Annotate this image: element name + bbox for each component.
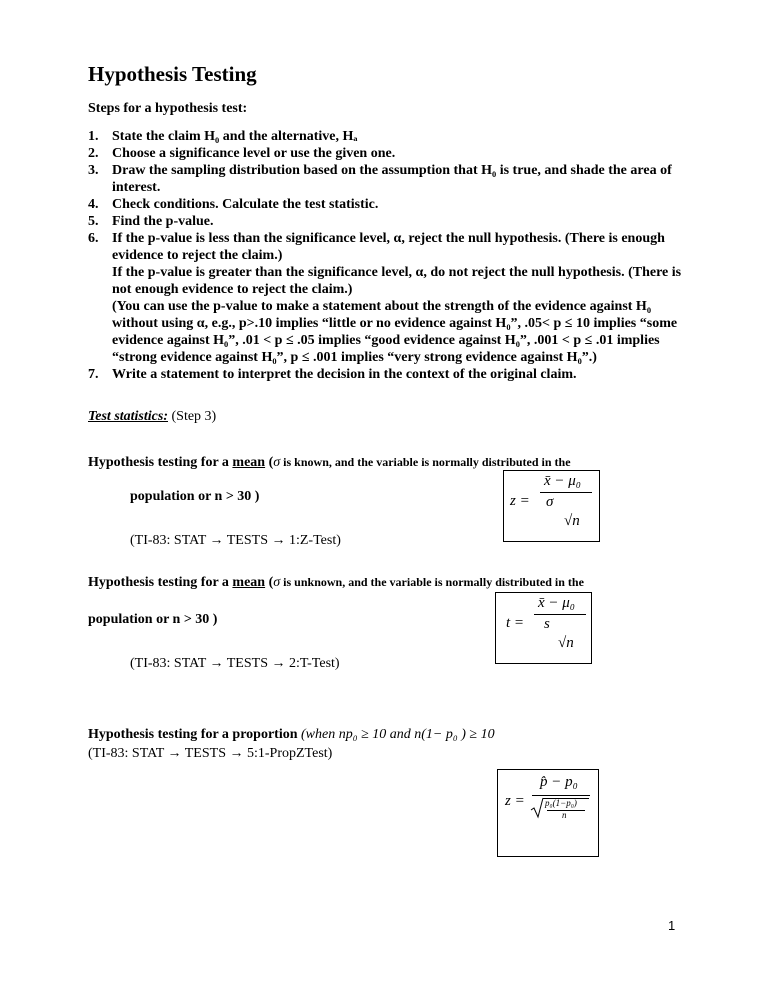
t-test-formula: t = x̄ − μ₀ s √n: [495, 592, 592, 664]
list-item: 7. Write a statement to interpret the decision in the context of the original claim.: [88, 367, 577, 382]
proportion-z-formula: z = p̂ − p₀ p₀(1−p₀) n: [497, 769, 599, 857]
list-item: 2. Choose a significance level or use the given one.: [88, 146, 396, 161]
mean-known-heading: Hypothesis testing for a mean (σ is known, and the variable is normally distributed in the: [88, 455, 571, 470]
fraction-bar: [534, 614, 586, 615]
list-item: 5. Find the p-value.: [88, 214, 214, 229]
fraction-bar: [540, 492, 592, 493]
proportion-calculator: (TI-83: STAT → TESTS → 5:1-PropZTest): [88, 746, 333, 761]
steps-heading: Steps for a hypothesis test:: [88, 101, 248, 116]
page-title: Hypothesis Testing: [88, 62, 257, 86]
square-root-icon: [530, 797, 544, 819]
list-item: 4. Check conditions. Calculate the test statistic.: [88, 197, 379, 212]
proportion-heading: Hypothesis testing for a proportion (when np₀ ≥ 10 and n(1− p₀ ) ≥ 10: [88, 727, 495, 742]
page-number: 1: [668, 918, 676, 933]
mean-unknown-condition: population or n > 30 ): [88, 612, 218, 627]
mean-unknown-calculator: (TI-83: STAT → TESTS → 2:T-Test): [130, 656, 340, 671]
list-item: 3. Draw the sampling distribution based on the assumption that H₀ is true, and shade the area of interest.: [88, 163, 672, 195]
list-item: 1. State the claim H₀ and the alternative, Hₐ: [88, 129, 358, 144]
fraction-bar: [532, 795, 590, 796]
mean-known-condition: population or n > 30 ): [130, 489, 260, 504]
z-test-formula: z = x̄ − μ₀ σ √n: [503, 470, 600, 542]
steps-list: [88, 128, 694, 383]
test-statistics-heading: Test statistics: (Step 3): [88, 409, 217, 424]
list-item: 6. If the p-value is less than the significance level, α, reject the null hypothesis. (There is enough evidence to reject the claim.) If the p-value is greater than the significance level, α, do not reject the null hypothesis. (There is not enough evidence to reject the claim.) (You can use the p-value to make a statement about the strength of the evidence against H₀ without using α, e.g., p>.10 implies “little or no evidence against H₀”, .05< p ≤ 10 implies “some evidence against H₀”, .01 < p ≤ .05 implies “good evidence against H₀”, .001 < p ≤ .01 implies “strong evidence against H₀”, p ≤ .001 implies “very strong evidence against H₀”.): [88, 231, 682, 365]
mean-known-calculator: (TI-83: STAT → TESTS → 1:Z-Test): [130, 533, 341, 548]
mean-unknown-heading: Hypothesis testing for a mean (σ is unknown, and the variable is normally distributed in the: [88, 575, 584, 590]
